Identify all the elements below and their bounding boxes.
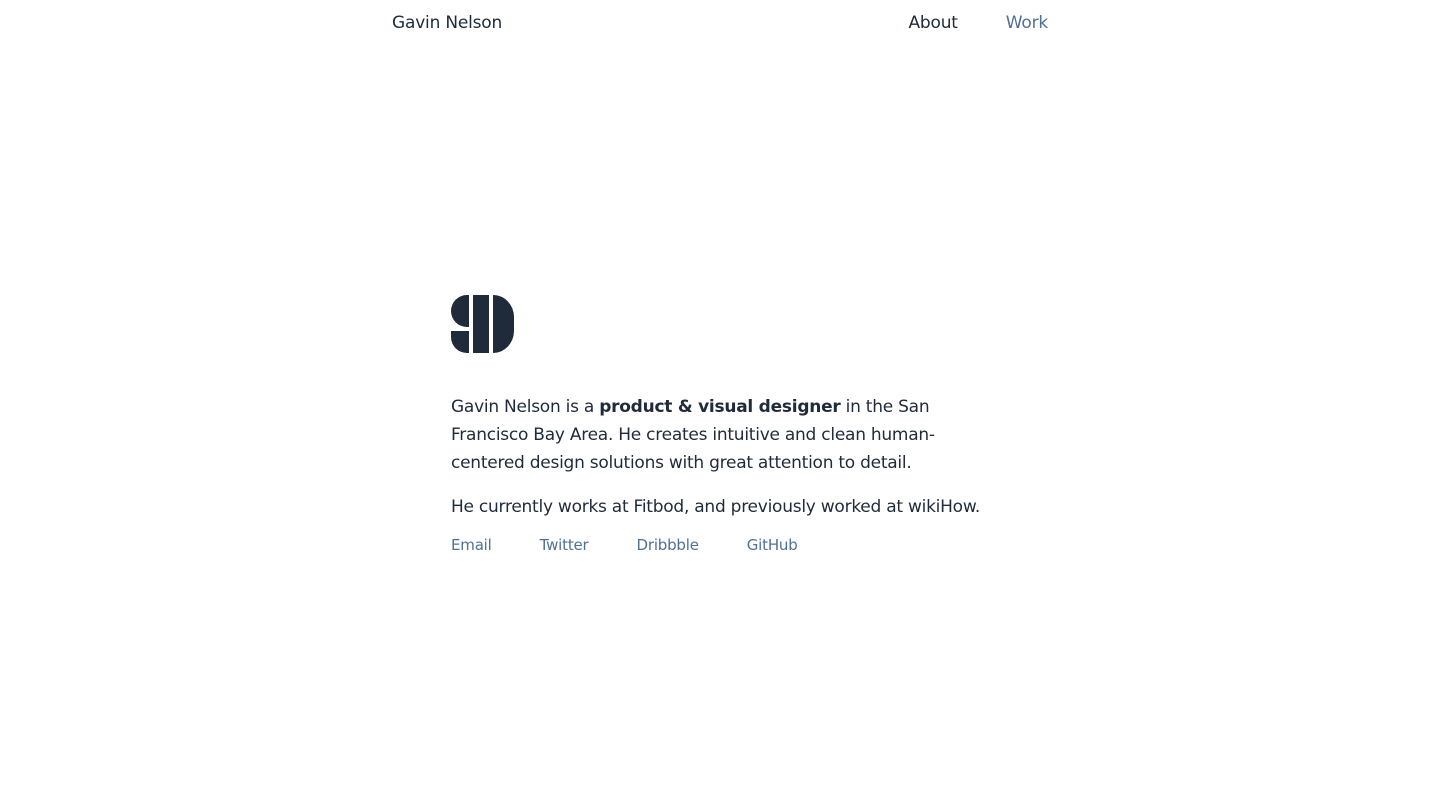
bio-paragraph — [451, 393, 991, 477]
main-nav — [908, 11, 1048, 35]
bio-intro-before: Gavin Nelson is a — [451, 397, 600, 417]
site-name-link[interactable]: Gavin Nelson — [392, 13, 503, 33]
nav-about-link[interactable]: About — [908, 13, 958, 33]
gn-monogram-icon — [451, 295, 514, 353]
social-links — [451, 535, 991, 555]
intro-section — [451, 295, 991, 555]
twitter-link[interactable]: Twitter — [539, 536, 589, 554]
bio-intro-after: in the San Francisco Bay Area. He creates intuitive and clean human-centered design solutions with great attention to detail. — [451, 397, 935, 473]
work-history-text: He currently works at Fitbod, and previously worked at wikiHow. — [451, 497, 981, 517]
dribbble-link[interactable]: Dribbble — [636, 536, 699, 554]
bio-role-highlight: product & visual designer — [599, 397, 841, 417]
github-link[interactable]: GitHub — [746, 536, 798, 554]
email-link[interactable]: Email — [451, 536, 492, 554]
nav-work-link[interactable]: Work — [1005, 13, 1048, 33]
